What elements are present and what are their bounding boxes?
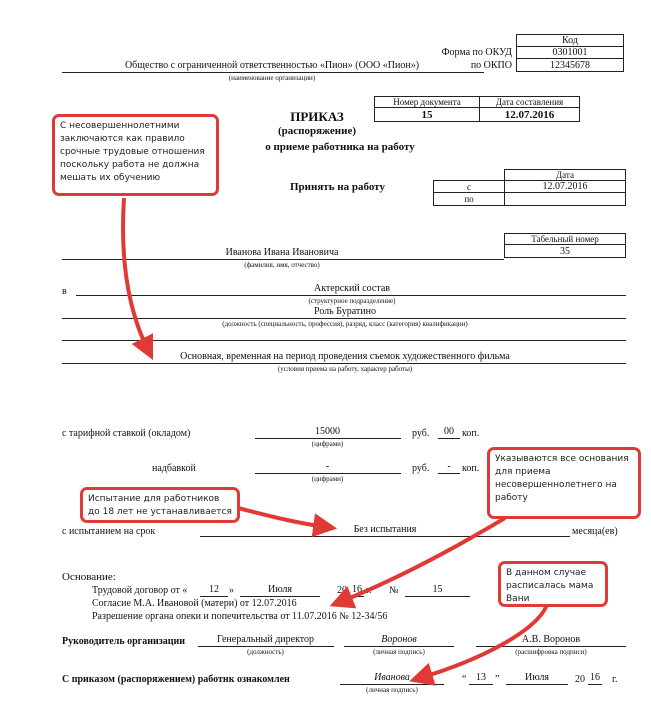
tab-number-value: 35 bbox=[504, 244, 626, 258]
head-signature-line bbox=[344, 646, 454, 647]
order-subtitle: (распоряжение) bbox=[277, 125, 356, 137]
ack-month-line bbox=[506, 684, 568, 685]
ack-g: г. bbox=[612, 674, 618, 685]
contract-month: Июля bbox=[267, 584, 293, 595]
contract-year-prefix: 20 bbox=[337, 585, 347, 596]
hire-title: Принять на работу bbox=[290, 181, 385, 193]
callout-mother: В данном случае расписалась мама Вани bbox=[498, 561, 608, 607]
department-line bbox=[76, 295, 626, 296]
okpo-value: 12345678 bbox=[516, 58, 624, 72]
rate-kop: коп. bbox=[462, 428, 480, 439]
department: Актерский состав bbox=[313, 283, 391, 294]
contract-quote-close: » bbox=[229, 585, 234, 596]
code-header: Код bbox=[516, 34, 624, 47]
basis-consent: Согласие М.А. Ивановой (матери) от 12.07.2016 bbox=[92, 598, 297, 609]
employee-name-caption: (фамилия, имя, отчество) bbox=[244, 261, 320, 269]
bonus-rub: руб. bbox=[412, 463, 430, 474]
head-position: Генеральный директор bbox=[216, 634, 315, 645]
tab-number-header: Табельный номер bbox=[504, 233, 626, 245]
ack-quote-close: ” bbox=[495, 674, 500, 685]
hire-from-label: с bbox=[433, 180, 505, 193]
callout-minors-contract: С несовершеннолетними заключаются как правило срочные трудовые отношения поскольку работа не должна мешать их обучению bbox=[52, 114, 219, 196]
bonus-value: - bbox=[325, 461, 330, 472]
bonus-line bbox=[255, 473, 401, 474]
rate-kop-value: 00 bbox=[444, 426, 454, 437]
bonus-kop-line bbox=[438, 473, 460, 474]
contract-prefix: Трудовой договор от « bbox=[92, 585, 188, 596]
ack-year-prefix: 20 bbox=[575, 674, 585, 685]
okud-value: 0301001 bbox=[516, 46, 624, 59]
rate-caption: (цифрами) bbox=[311, 440, 344, 448]
callout-probation: Испытание для работников до 18 лет не устанавливается bbox=[80, 487, 240, 523]
contract-year: 16 bbox=[352, 584, 362, 595]
position: Роль Буратино bbox=[314, 306, 376, 317]
employee-name-line bbox=[62, 259, 504, 260]
conditions-caption: (условия приема на работу, характер работы) bbox=[277, 365, 413, 373]
doc-date: 12.07.2016 bbox=[479, 107, 580, 122]
contract-number: 15 bbox=[432, 584, 443, 595]
callout-basis: Указываются все основания для приема несовершеннолетнего на работу bbox=[487, 447, 641, 519]
bonus-label: надбавкой bbox=[152, 463, 196, 474]
bonus-caption: (цифрами) bbox=[311, 475, 344, 483]
basis-label: Основание: bbox=[62, 571, 116, 583]
ack-signature-caption: (личная подпись) bbox=[366, 686, 418, 694]
organization-line bbox=[62, 72, 484, 73]
ack-day-line bbox=[469, 684, 493, 685]
ack-signature-line bbox=[340, 684, 444, 685]
ack-month: Июля bbox=[524, 672, 550, 683]
contract-year-line bbox=[350, 596, 364, 597]
head-signature: Воронов bbox=[381, 634, 417, 645]
ack-label: С приказом (распоряжением) работнк ознакомлен bbox=[62, 674, 290, 685]
hire-to-value bbox=[504, 192, 626, 206]
head-name-caption: (расшифровка подписи) bbox=[515, 648, 587, 656]
rate-label: с тарифной ставкой (окладом) bbox=[62, 428, 191, 439]
bonus-kop-value: - bbox=[447, 461, 451, 472]
doc-number-header: Номер документа bbox=[374, 96, 480, 108]
hire-to-label: по bbox=[433, 192, 505, 206]
doc-date-header: Дата составления bbox=[479, 96, 580, 108]
rate-kop-line bbox=[438, 438, 460, 439]
rate-line bbox=[255, 438, 401, 439]
head-signature-caption: (личная подпись) bbox=[373, 648, 425, 656]
probation-value: Без испытания bbox=[353, 524, 417, 535]
rate-value: 15000 bbox=[315, 426, 340, 437]
position-caption: (должность (специальность, профессия), разряд, класс (категория) квалификации) bbox=[222, 320, 468, 328]
contract-month-line bbox=[240, 596, 320, 597]
position-line bbox=[62, 318, 626, 319]
hire-date-header: Дата bbox=[504, 169, 626, 181]
head-label: Руководитель организации bbox=[62, 636, 186, 647]
contract-day: 12 bbox=[209, 584, 219, 595]
head-name: А.В. Воронов bbox=[521, 634, 581, 645]
contract-day-line bbox=[200, 596, 228, 597]
work-conditions: Основная, временная на период проведения съемок художественного фильма bbox=[180, 351, 510, 362]
ack-quote-open: “ bbox=[462, 674, 467, 685]
okud-label: Форма по ОКУД bbox=[441, 47, 512, 58]
probation-line bbox=[200, 536, 570, 537]
contract-number-line bbox=[405, 596, 470, 597]
conditions-line bbox=[62, 363, 626, 364]
head-name-line bbox=[476, 646, 626, 647]
in-label: в bbox=[62, 286, 67, 297]
organization-name: Общество с ограниченной ответственностью «Пион» (ООО «Пион») bbox=[124, 60, 420, 71]
order-topic: о приеме работника на работу bbox=[265, 141, 415, 153]
employee-name: Иванова Ивана Ивановича bbox=[225, 247, 339, 258]
hire-from-value: 12.07.2016 bbox=[504, 180, 626, 193]
ack-signature: Иванова bbox=[374, 672, 410, 683]
organization-caption: (наименование организации) bbox=[228, 74, 316, 82]
rate-rub: руб. bbox=[412, 428, 430, 439]
probation-unit: месяца(ев) bbox=[572, 526, 618, 537]
head-position-line bbox=[198, 646, 334, 647]
department-caption: (структурное подразделение) bbox=[308, 297, 396, 305]
contract-number-label: № bbox=[389, 585, 399, 596]
bonus-kop: коп. bbox=[462, 463, 480, 474]
order-title: ПРИКАЗ bbox=[290, 109, 344, 124]
ack-year: 16 bbox=[590, 672, 600, 683]
ack-day: 13 bbox=[476, 672, 486, 683]
okpo-label: по ОКПО bbox=[470, 60, 512, 71]
doc-number: 15 bbox=[374, 107, 480, 122]
basis-permission: Разрешение органа опеки и попечительства от 11.07.2016 № 12-34/56 bbox=[92, 611, 388, 622]
head-position-caption: (должность) bbox=[247, 648, 284, 656]
contract-g: г. bbox=[366, 585, 372, 596]
ack-year-line bbox=[588, 684, 602, 685]
probation-label: с испытанием на срок bbox=[62, 526, 156, 537]
extra-line bbox=[62, 340, 626, 341]
